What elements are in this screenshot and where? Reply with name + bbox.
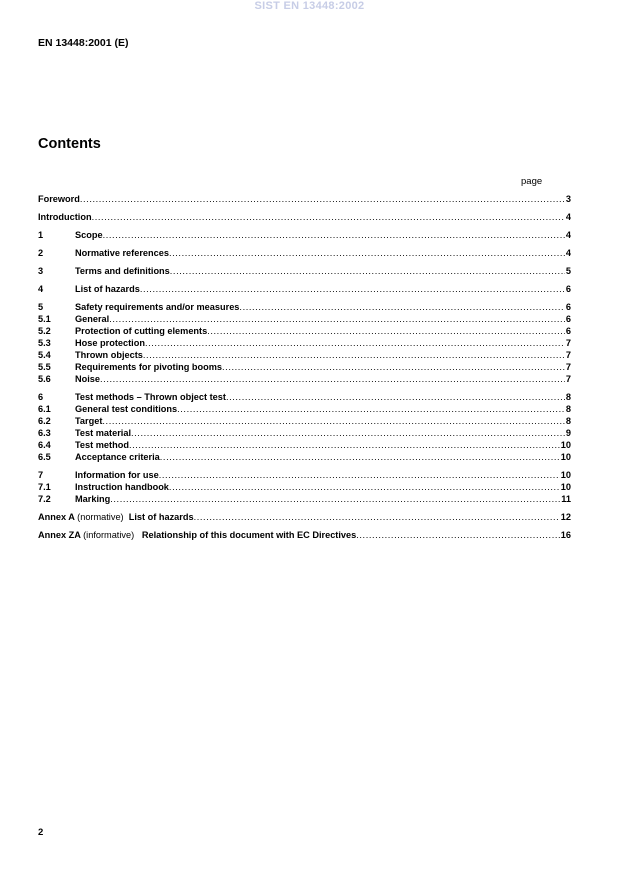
- toc-entry-marking[interactable]: [38, 493, 571, 505]
- toc-entry-title: Target: [75, 416, 103, 426]
- toc-section-number: 2: [38, 248, 44, 258]
- toc-entry-list-of-hazards[interactable]: [38, 283, 571, 295]
- toc-entry-title: General: [75, 314, 110, 324]
- toc-entry-title: List of hazards: [75, 284, 140, 294]
- toc-page-number: 7: [565, 350, 571, 360]
- toc-entry-protection-of-cutting-elements[interactable]: [38, 325, 571, 337]
- toc-entry-title: Safety requirements and/or measures: [75, 302, 240, 312]
- toc-page-number: 11: [561, 494, 571, 504]
- toc-leader: [169, 247, 565, 259]
- toc-page-number: 9: [565, 428, 571, 438]
- table-of-contents: [38, 193, 571, 541]
- toc-entry-title: General test conditions: [75, 404, 178, 414]
- toc-leader: [160, 451, 560, 463]
- toc-entry-acceptance-criteria[interactable]: [38, 451, 571, 463]
- toc-page-number: 4: [565, 248, 571, 258]
- toc-entry-title: Noise: [75, 374, 101, 384]
- toc-entry-test-methods[interactable]: [38, 391, 571, 403]
- page-column-label: page: [521, 176, 543, 187]
- toc-page-number: 10: [560, 440, 571, 450]
- toc-leader: [226, 391, 565, 403]
- toc-entry-title: Terms and definitions: [75, 266, 170, 276]
- toc-page-number: 16: [560, 530, 571, 540]
- toc-section-number: 7: [38, 470, 44, 480]
- toc-page-number: 8: [565, 404, 571, 414]
- toc-leader: [131, 427, 565, 439]
- toc-leader: [145, 337, 565, 349]
- annex-qualifier: (normative): [77, 512, 124, 522]
- toc-page-number: 3: [565, 194, 571, 204]
- toc-section-number: 6.4: [38, 440, 51, 450]
- toc-section-number: 6.2: [38, 416, 51, 426]
- toc-section-number: 6.1: [38, 404, 51, 414]
- toc-entry-title: Foreword: [38, 194, 80, 204]
- toc-leader: [222, 361, 565, 373]
- toc-entry-scope[interactable]: [38, 229, 571, 241]
- toc-entry-terms-and-definitions[interactable]: [38, 265, 571, 277]
- toc-leader: [140, 283, 565, 295]
- toc-entry-title: Normative references: [75, 248, 169, 258]
- toc-entry-hose-protection[interactable]: [38, 337, 571, 349]
- toc-entry-foreword[interactable]: [38, 193, 571, 205]
- toc-entry-test-method[interactable]: [38, 439, 571, 451]
- annex-label: Annex A: [38, 512, 75, 522]
- toc-page-number: 7: [565, 362, 571, 372]
- annex-title: Relationship of this document with EC Directives: [141, 530, 357, 540]
- toc-entry-noise[interactable]: [38, 373, 571, 385]
- toc-page-number: 10: [560, 452, 571, 462]
- toc-entry-title: [38, 529, 356, 541]
- toc-entry-title: Marking: [75, 494, 111, 504]
- toc-page-number: 10: [560, 470, 571, 480]
- annex-title: List of hazards: [128, 512, 194, 522]
- toc-leader: [110, 493, 560, 505]
- toc-entry-title: Information for use: [75, 470, 159, 480]
- toc-section-number: 5.6: [38, 374, 51, 384]
- watermark: SIST EN 13448:2002: [254, 0, 365, 12]
- toc-leader: [169, 481, 560, 493]
- toc-leader: [103, 229, 565, 241]
- toc-entry-safety-requirements[interactable]: [38, 301, 571, 313]
- toc-leader: [170, 265, 565, 277]
- toc-entry-title: Test material: [75, 428, 131, 438]
- toc-page-number: 6: [565, 314, 571, 324]
- toc-leader: [207, 325, 565, 337]
- toc-page-number: 8: [565, 416, 571, 426]
- annex-label: Annex ZA: [38, 530, 81, 540]
- toc-entry-pivoting-booms[interactable]: [38, 361, 571, 373]
- toc-leader: [100, 373, 565, 385]
- toc-entry-general-test-conditions[interactable]: [38, 403, 571, 415]
- toc-section-number: 6: [38, 392, 44, 402]
- toc-entry-title: Instruction handbook: [75, 482, 169, 492]
- toc-page-number: 6: [565, 326, 571, 336]
- toc-entry-target[interactable]: [38, 415, 571, 427]
- toc-section-number: 5.1: [38, 314, 51, 324]
- toc-page-number: 12: [560, 512, 571, 522]
- annex-qualifier: (informative): [83, 530, 135, 540]
- toc-page-number: 7: [565, 338, 571, 348]
- toc-entry-information-for-use[interactable]: [38, 469, 571, 481]
- page-number: 2: [38, 827, 44, 838]
- toc-section-number: 5.2: [38, 326, 51, 336]
- toc-page-number: 7: [565, 374, 571, 384]
- page-title: Contents: [38, 136, 101, 152]
- toc-section-number: 5.5: [38, 362, 51, 372]
- toc-entry-instruction-handbook[interactable]: [38, 481, 571, 493]
- toc-entry-title: Scope: [75, 230, 103, 240]
- toc-entry-annex-za[interactable]: [38, 529, 571, 541]
- toc-entry-title: Requirements for pivoting booms: [75, 362, 223, 372]
- toc-entry-title: Protection of cutting elements: [75, 326, 208, 336]
- toc-section-number: 5: [38, 302, 44, 312]
- toc-section-number: 7.2: [38, 494, 51, 504]
- toc-leader: [129, 439, 560, 451]
- toc-leader: [159, 469, 560, 481]
- toc-entry-title: Introduction: [38, 212, 92, 222]
- toc-section-number: 5.3: [38, 338, 51, 348]
- toc-leader: [143, 349, 565, 361]
- toc-section-number: 3: [38, 266, 44, 276]
- toc-page-number: 8: [565, 392, 571, 402]
- toc-entry-test-material[interactable]: [38, 427, 571, 439]
- toc-leader: [194, 511, 560, 523]
- toc-entry-title: [38, 511, 194, 523]
- toc-entry-title: Acceptance criteria: [75, 452, 160, 462]
- toc-section-number: 1: [38, 230, 44, 240]
- toc-leader: [109, 313, 565, 325]
- toc-section-number: 4: [38, 284, 44, 294]
- toc-entry-introduction[interactable]: [38, 211, 571, 223]
- toc-leader: [92, 211, 565, 223]
- toc-entry-title: Test methods – Thrown object test: [75, 392, 226, 402]
- toc-entry-general[interactable]: [38, 313, 571, 325]
- toc-entry-annex-a[interactable]: [38, 511, 571, 523]
- toc-page-number: 10: [560, 482, 571, 492]
- toc-leader: [80, 193, 565, 205]
- toc-leader: [356, 529, 560, 541]
- toc-page-number: 6: [565, 302, 571, 312]
- toc-page-number: 5: [565, 266, 571, 276]
- toc-entry-title: Thrown objects: [75, 350, 143, 360]
- toc-entry-normative-references[interactable]: [38, 247, 571, 259]
- toc-entry-title: Hose protection: [75, 338, 145, 348]
- toc-page-number: 4: [565, 230, 571, 240]
- toc-section-number: 5.4: [38, 350, 51, 360]
- toc-entry-title: Test method: [75, 440, 129, 450]
- document-id: EN 13448:2001 (E): [38, 37, 129, 49]
- toc-leader: [239, 301, 564, 313]
- toc-leader: [177, 403, 565, 415]
- toc-page-number: 4: [565, 212, 571, 222]
- toc-entry-thrown-objects[interactable]: [38, 349, 571, 361]
- toc-leader: [102, 415, 564, 427]
- toc-page-number: 6: [565, 284, 571, 294]
- toc-section-number: 6.3: [38, 428, 51, 438]
- toc-section-number: 6.5: [38, 452, 51, 462]
- toc-section-number: 7.1: [38, 482, 51, 492]
